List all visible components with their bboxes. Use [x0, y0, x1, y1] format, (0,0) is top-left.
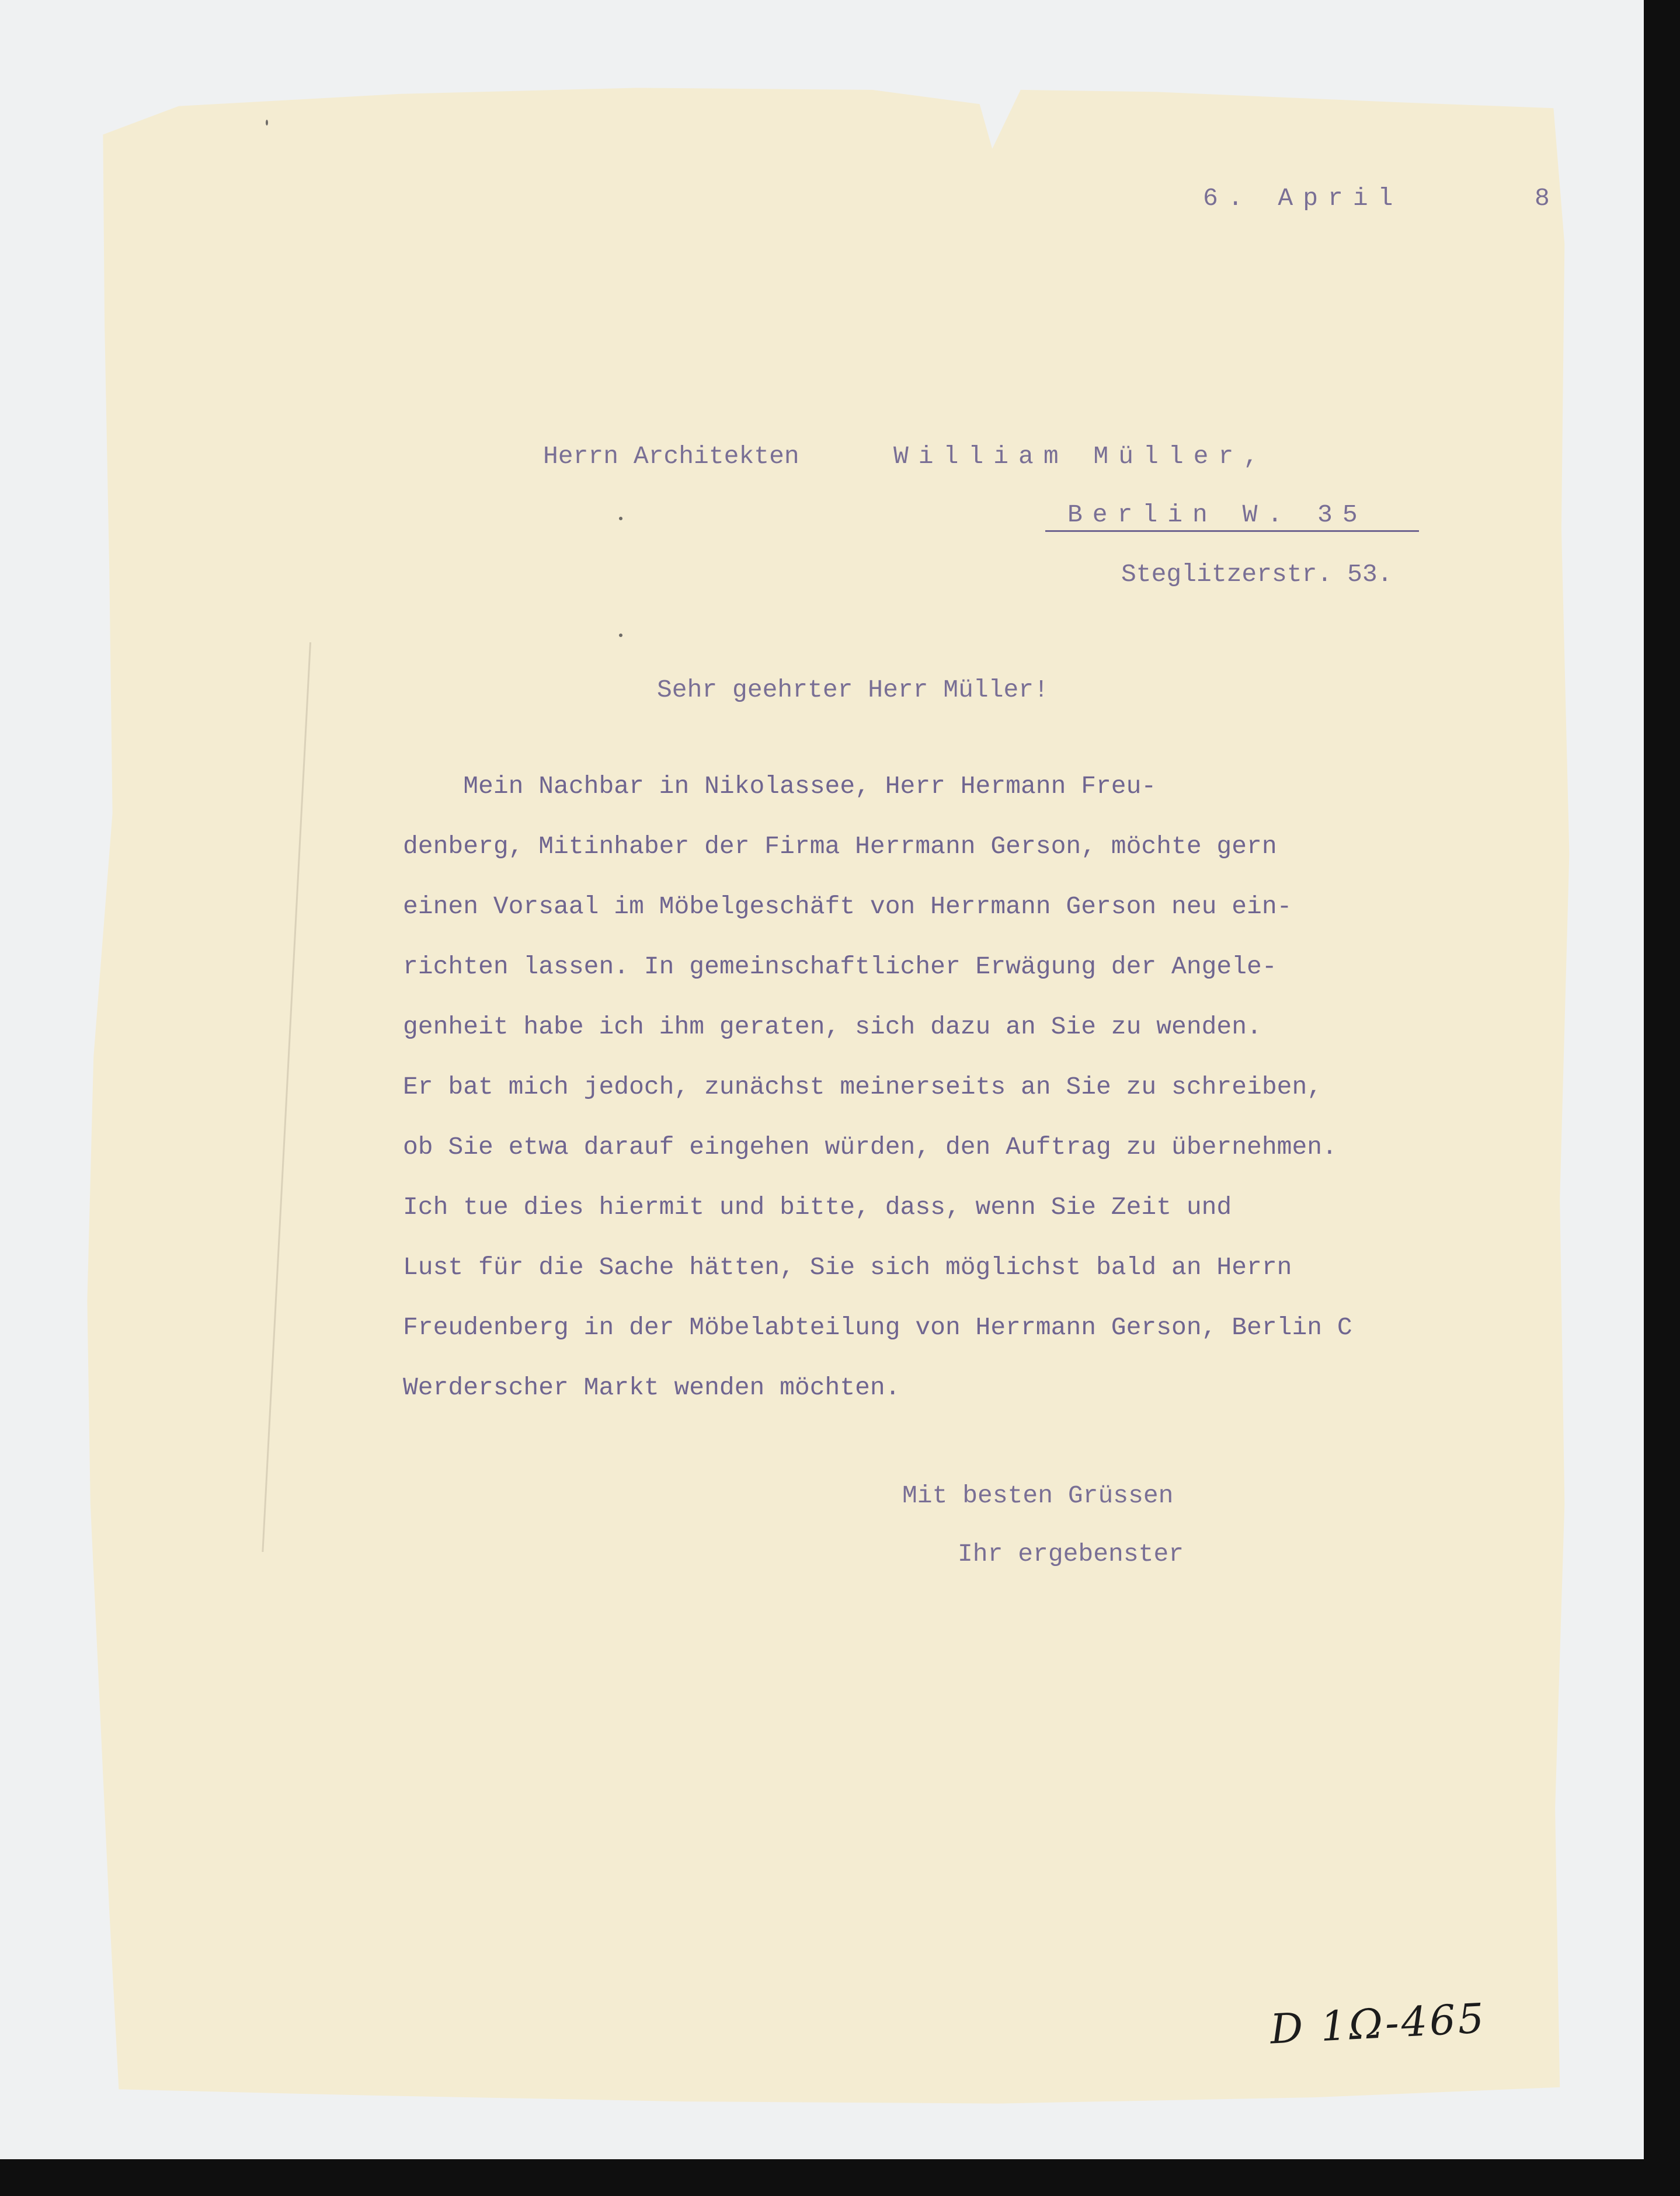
city-underline	[1045, 530, 1419, 532]
letter-date: 6. April	[1203, 184, 1403, 213]
recipient-name: William Müller,	[893, 442, 1269, 471]
ink-speck	[619, 517, 622, 520]
ink-speck	[619, 634, 622, 637]
body-line: Werderscher Markt wenden möchten.	[403, 1373, 900, 1402]
recipient-city: Berlin W. 35	[1067, 500, 1368, 529]
archive-number-handwritten: D 1Ω-465	[1269, 1994, 1488, 2054]
recipient-street: Steglitzerstr. 53.	[1121, 560, 1393, 589]
body-line: genheit habe ich ihm geraten, sich dazu an Sie zu wenden.	[403, 1012, 1262, 1041]
ink-speck	[266, 120, 268, 126]
closing-greeting: Mit besten Grüssen	[902, 1481, 1174, 1510]
closing-signoff: Ihr ergebenster	[958, 1540, 1184, 1568]
body-line: richten lassen. In gemeinschaftlicher Erwägung der Angele-	[403, 952, 1277, 981]
body-line: ob Sie etwa darauf eingehen würden, den Auftrag zu übernehmen.	[403, 1133, 1337, 1161]
salutation: Sehr geehrter Herr Müller!	[657, 676, 1049, 704]
body-line: Er bat mich jedoch, zunächst meinerseits an Sie zu schreiben,	[403, 1073, 1323, 1101]
body-line: einen Vorsaal im Möbelgeschäft von Herrmann Gerson neu ein-	[403, 892, 1292, 921]
body-line: Mein Nachbar in Nikolassee, Herr Hermann Freu-	[403, 772, 1157, 801]
recipient-title: Herrn Architekten	[543, 442, 799, 471]
body-line: Freudenberg in der Möbelabteilung von Herrmann Gerson, Berlin C	[403, 1313, 1352, 1342]
body-line: denberg, Mitinhaber der Firma Herrmann Gerson, möchte gern	[403, 832, 1277, 861]
body-line: Lust für die Sache hätten, Sie sich möglichst bald an Herrn	[403, 1253, 1292, 1282]
body-line: Ich tue dies hiermit und bitte, dass, wenn Sie Zeit und	[403, 1193, 1232, 1221]
page-number: 8	[1535, 184, 1550, 213]
